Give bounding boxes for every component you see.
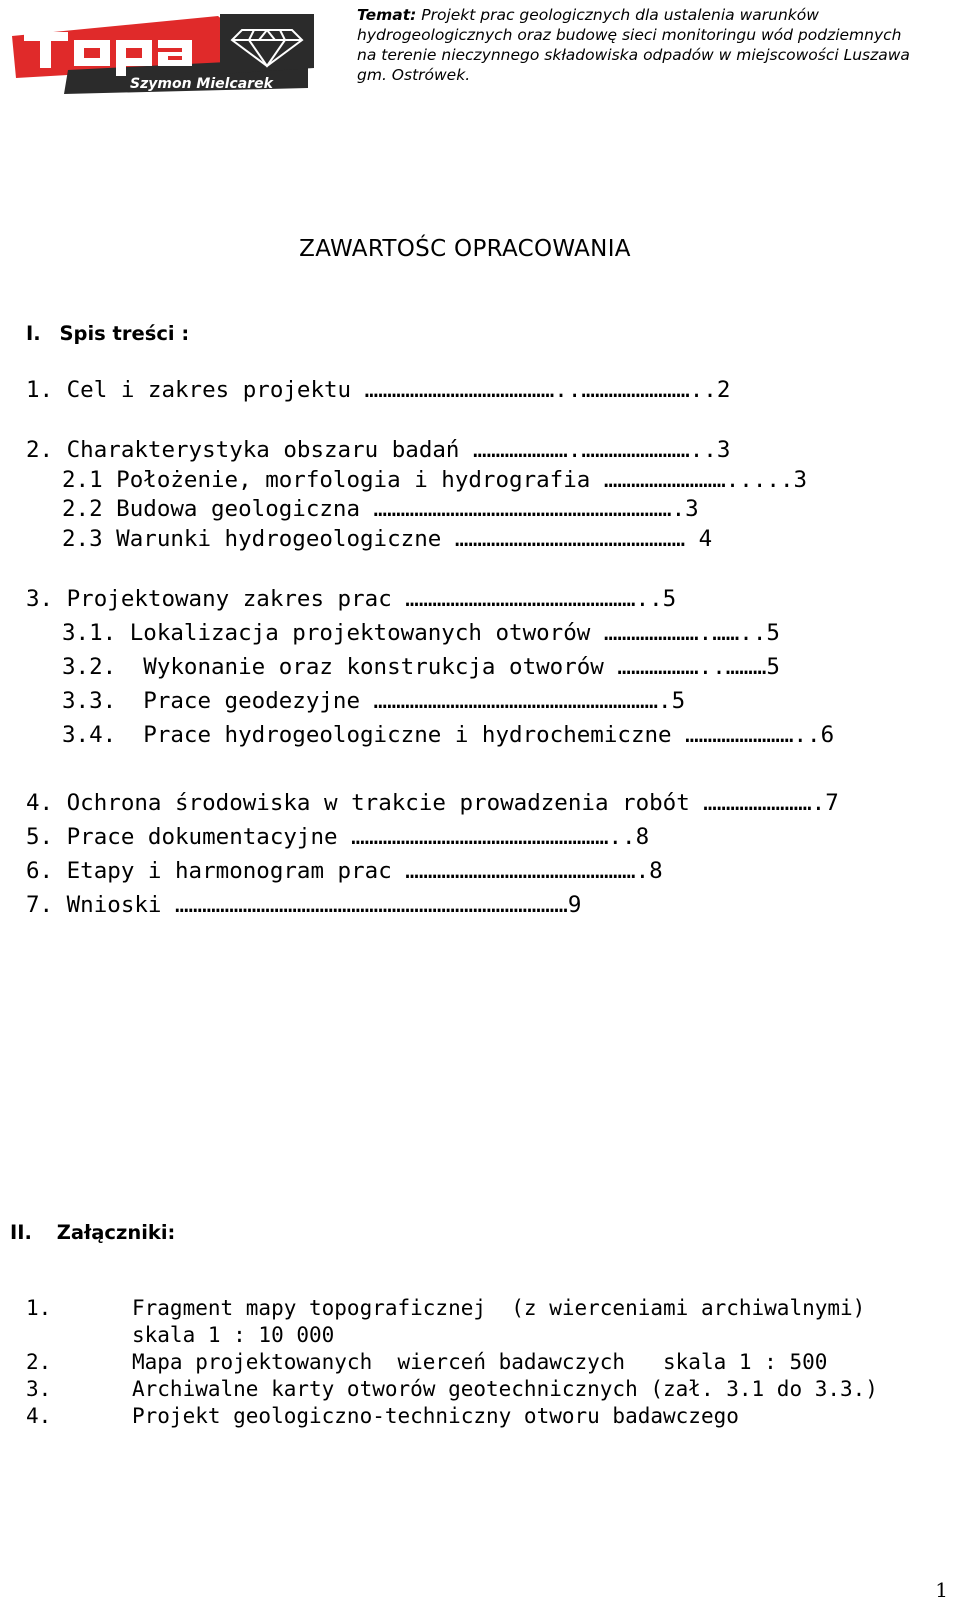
attachment-number: 1. — [26, 1296, 52, 1320]
toc-entry: 2.2 Budowa geologiczna ………………………………………………………….3 — [62, 496, 699, 522]
attachment-text: Archiwalne karty otworów geotechnicznych (zał. 3.1 do 3.3.) — [132, 1377, 878, 1401]
toc-entry: 4. Ochrona środowiska w trakcie prowadzenia robót …………………….7 — [26, 790, 839, 816]
topic-line-4: gm. Ostrówek. — [357, 66, 471, 84]
toc-entry: 5. Prace dokumentacyjne …………………………………………………..8 — [26, 824, 650, 850]
topic-line-2: hydrogeologicznych oraz budowę sieci monitoringu wód podziemnych — [357, 26, 902, 44]
logo-owner-text: Szymon Mielcarek — [130, 76, 273, 92]
section-number: II. — [10, 1221, 32, 1244]
toc-entry: 3.4. Prace hydrogeologiczne i hydrochemiczne ……………………..6 — [62, 722, 835, 748]
topic-line-3: na terenie nieczynnego składowiska odpadów w miejscowości Luszawa — [357, 46, 910, 64]
attachment-number: 2. — [26, 1350, 52, 1374]
toc-entry: 3.2. Wykonanie oraz konstrukcja otworów ………………..………5 — [62, 654, 780, 680]
document-title: ZAWARTOŚC OPRACOWANIA — [299, 236, 631, 262]
attachment-text: Projekt geologiczno-techniczny otworu badawczego — [132, 1404, 739, 1428]
section-toc-heading — [26, 322, 189, 345]
company-logo — [8, 8, 322, 94]
toc-entry: 2.1 Położenie, morfologia i hydrografia ……………………….....3 — [62, 467, 808, 493]
attachment-number: 4. — [26, 1404, 52, 1428]
page-number: 1 — [935, 1578, 948, 1602]
header-topic — [357, 5, 957, 85]
toc-entry: 2. Charakterystyka obszaru badań ………………….……………………..3 — [26, 437, 731, 463]
attachment-text: skala 1 : 10 000 — [132, 1323, 335, 1347]
toc-entry: 7. Wnioski ……………………………………………………………………………9 — [26, 892, 582, 918]
attachment-text: Mapa projektowanych wierceń badawczych skala 1 : 500 — [132, 1350, 828, 1374]
toc-entry: 1. Cel i zakres projektu ……………………………………..……………………..2 — [26, 377, 731, 403]
section-label: Spis treści : — [59, 322, 190, 345]
section-label: Załączniki: — [56, 1221, 176, 1244]
toc-entry: 3.1. Lokalizacja projektowanych otworów ………………….……..5 — [62, 620, 780, 646]
topic-label: Temat: — [357, 6, 417, 24]
toc-entry: 6. Etapy i harmonogram prac …………………………………………….8 — [26, 858, 663, 884]
attachment-number: 3. — [26, 1377, 52, 1401]
topic-line-1: Projekt prac geologicznych dla ustalenia warunków — [416, 6, 819, 24]
section-number: I. — [26, 322, 41, 345]
toc-entry: 3.3. Prace geodezyjne ……………………………………………………….5 — [62, 688, 686, 714]
attachment-text: Fragment mapy topograficznej (z wierceniami archiwalnymi) — [132, 1296, 866, 1320]
section-attachments-heading — [10, 1221, 175, 1244]
toc-entry: 3. Projektowany zakres prac ……………………………………………..5 — [26, 586, 677, 612]
toc-entry: 2.3 Warunki hydrogeologiczne …………………………………………… 4 — [62, 526, 713, 552]
